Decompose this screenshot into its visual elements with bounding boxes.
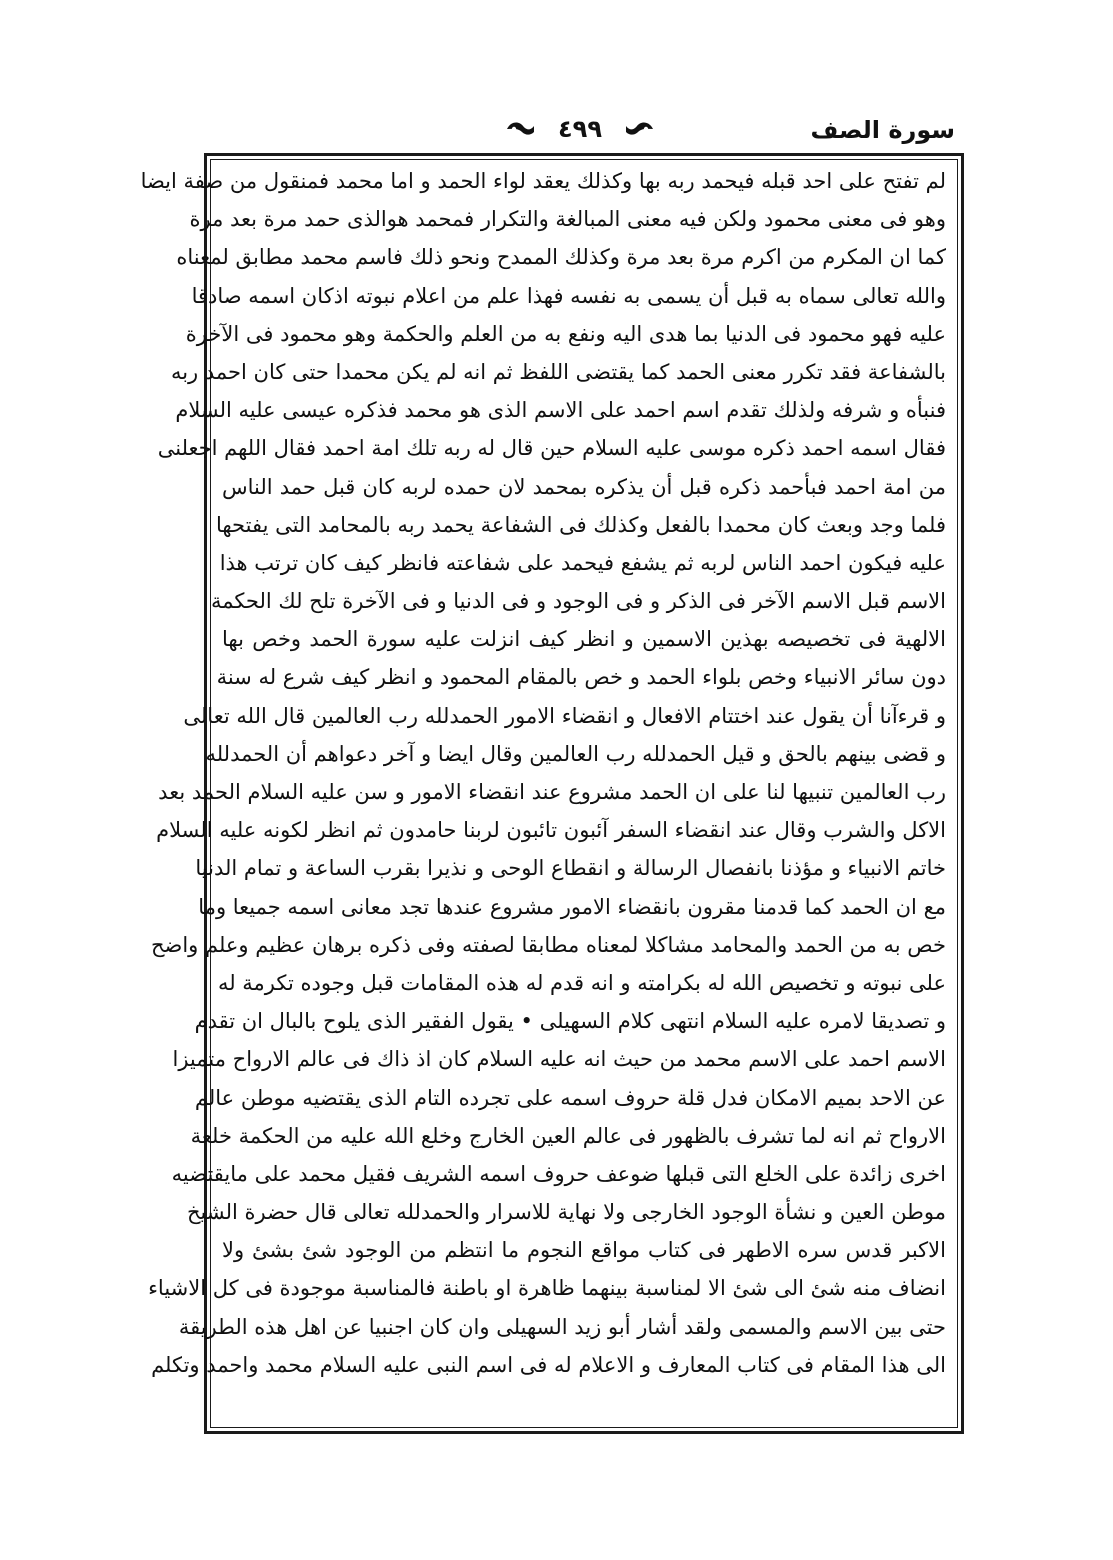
text-line: فلما وجد وبعث كان محمدا بالفعل وكذلك فى الشفاعة يحمد ربه بالمحامد التى يفتحها bbox=[215, 512, 946, 537]
text-line: رب العالمين تنبيها لنا على ان الحمد مشروع عند انقضاء الامور و سن عليه السلام الحمد بعد bbox=[158, 780, 946, 804]
text-line: الاكبر قدس سره الاطهر فى كتاب مواقع النجوم ما انتظم من الوجود شئ بشئ ولا bbox=[222, 1238, 946, 1263]
text-line: خاتم الانبياء و مؤذنا بانفصال الرسالة و انقطاع الوحى و نذيرا بقرب الساعة و تمام الدنيا bbox=[195, 856, 946, 881]
text-line: فقال اسمه احمد ذكره موسى عليه السلام حين قال له ربه تلك امة احمد فقال اللهم اجعلنى bbox=[157, 436, 946, 461]
text-line: حتى بين الاسم والمسمى ولقد أشار أبو زيد السهيلى وان كان اجنبيا عن اهل هذه الطريقة bbox=[178, 1314, 946, 1339]
text-line: و تصديقا لامره عليه السلام انتهى كلام السهيلى • يقول الفقير الذى يلوح بالبال ان تقدم bbox=[194, 1009, 946, 1034]
text-line: كما ان المكرم من اكرم مرة بعد مرة وكذلك الممدح ونحو ذلك فاسم محمد مطابق لمعناه bbox=[176, 245, 946, 270]
text-line: و قرءآنا أن يقول عند اختتام الافعال و انقضاء الامور الحمدلله رب العالمين قال الله تعالى bbox=[183, 703, 946, 728]
ornament-right-icon bbox=[625, 120, 655, 138]
text-line: الى هذا المقام فى كتاب المعارف و الاعلام له فى اسم النبى عليه السلام محمد واحمد وتكلم bbox=[151, 1352, 946, 1377]
text-line: مع ان الحمد كما قدمنا مقرون بانقضاء الامور مشروع عندها تجد معانى اسمه جميعا وما bbox=[198, 894, 946, 919]
text-line: على نبوته و تخصيص الله له بكرامته و انه قدم له هذه المقامات قبل وجوده تكرمة له bbox=[217, 970, 946, 995]
text-line: عن الاحد بميم الامكان فدل قلة حروف اسمه على تجرده التام الذى يقتضيه موطن عالم bbox=[194, 1085, 946, 1110]
text-line: عليه فيكون احمد الناس لربه ثم يشفع فيحمد على شفاعته فانظر كيف كان ترتب هذا bbox=[219, 550, 946, 575]
text-line: وهو فى معنى محمود ولكن فيه معنى المبالغة والتكرار فمحمد هوالذى حمد مرة بعد مرة bbox=[189, 207, 946, 232]
page-number: ٤٩٩ bbox=[558, 115, 602, 143]
text-line: خص به من الحمد والمحامد مشاكلا لمعناه مطابقا لصفته وفى ذكره برهان عظيم وعلم واضح bbox=[150, 932, 946, 957]
page-number-box bbox=[505, 112, 655, 148]
text-line: من امة احمد فبأحمد ذكره قبل أن يذكره بمحمد لان حمده لربه كان قبل حمد الناس bbox=[222, 474, 946, 499]
text-line: الاكل والشرب وقال عند انقضاء السفر آئبون تائبون لربنا حامدون ثم انظر لكونه عليه السلام bbox=[156, 818, 946, 843]
body-text bbox=[140, 162, 946, 1424]
text-line: عليه فهو محمود فى الدنيا بما هدى اليه ونفع به من العلم والحكمة وهو محمود فى الآخرة bbox=[185, 321, 946, 346]
surah-title: سورة الصف bbox=[810, 116, 955, 144]
text-line: فنبأه و شرفه ولذلك تقدم اسم احمد على الاسم الذى هو محمد فذكره عيسى عليه السلام bbox=[175, 398, 946, 423]
text-line: الاسم قبل الاسم الآخر فى الذكر و فى الوجود و فى الدنيا و فى الآخرة تلح لك الحكمة bbox=[210, 589, 946, 614]
text-line: بالشفاعة فقد تكرر معنى الحمد كما يقتضى اللفظ ثم انه لم يكن محمدا حتى كان احمد ربه bbox=[170, 359, 946, 384]
text-line: لم تفتح على احد قبله فيحمد ربه بها وكذلك يعقد لواء الحمد و اما محمد فمنقول من صفة ايضا bbox=[140, 169, 946, 193]
text-line: اخرى زائدة على الخلع التى قبلها ضوعف حروف اسمه الشريف فقيل محمد على مايقتضيه bbox=[171, 1161, 946, 1186]
text-line: الالهية فى تخصيصه بهذين الاسمين و انظر كيف انزلت عليه سورة الحمد وخص بها bbox=[222, 627, 946, 652]
text-line: دون سائر الانبياء وخص بلواء الحمد و خص بالمقام المحمود و انظر كيف شرع له سنة bbox=[216, 665, 946, 690]
text-line: والله تعالى سماه به قبل أن يسمى به نفسه فهذا علم من اعلام نبوته اذكان اسمه صادقا bbox=[191, 283, 946, 308]
text-line: انضاف منه شئ الى شئ الا لمناسبة بينهما ظاهرة او باطنة فالمناسبة موجودة فى كل الاشياء bbox=[148, 1276, 946, 1301]
text-line: الارواح ثم انه لما تشرف بالظهور فى عالم العين الخارج وخلع الله عليه من الحكمة خلعة bbox=[190, 1123, 946, 1148]
text-line: الاسم احمد على الاسم محمد من حيث انه عليه السلام كان اذ ذاك فى عالم الارواح متميزا bbox=[172, 1047, 946, 1072]
text-line: و قضى بينهم بالحق و قيل الحمدلله رب العالمين وقال ايضا و آخر دعواهم أن الحمدلله bbox=[205, 741, 946, 766]
ornament-left-icon bbox=[505, 120, 535, 138]
text-line: موطن العين و نشأة الوجود الخارجى ولا نهاية للاسرار والحمدلله تعالى قال حضرة الشيخ bbox=[186, 1200, 946, 1225]
page-header bbox=[215, 112, 955, 152]
